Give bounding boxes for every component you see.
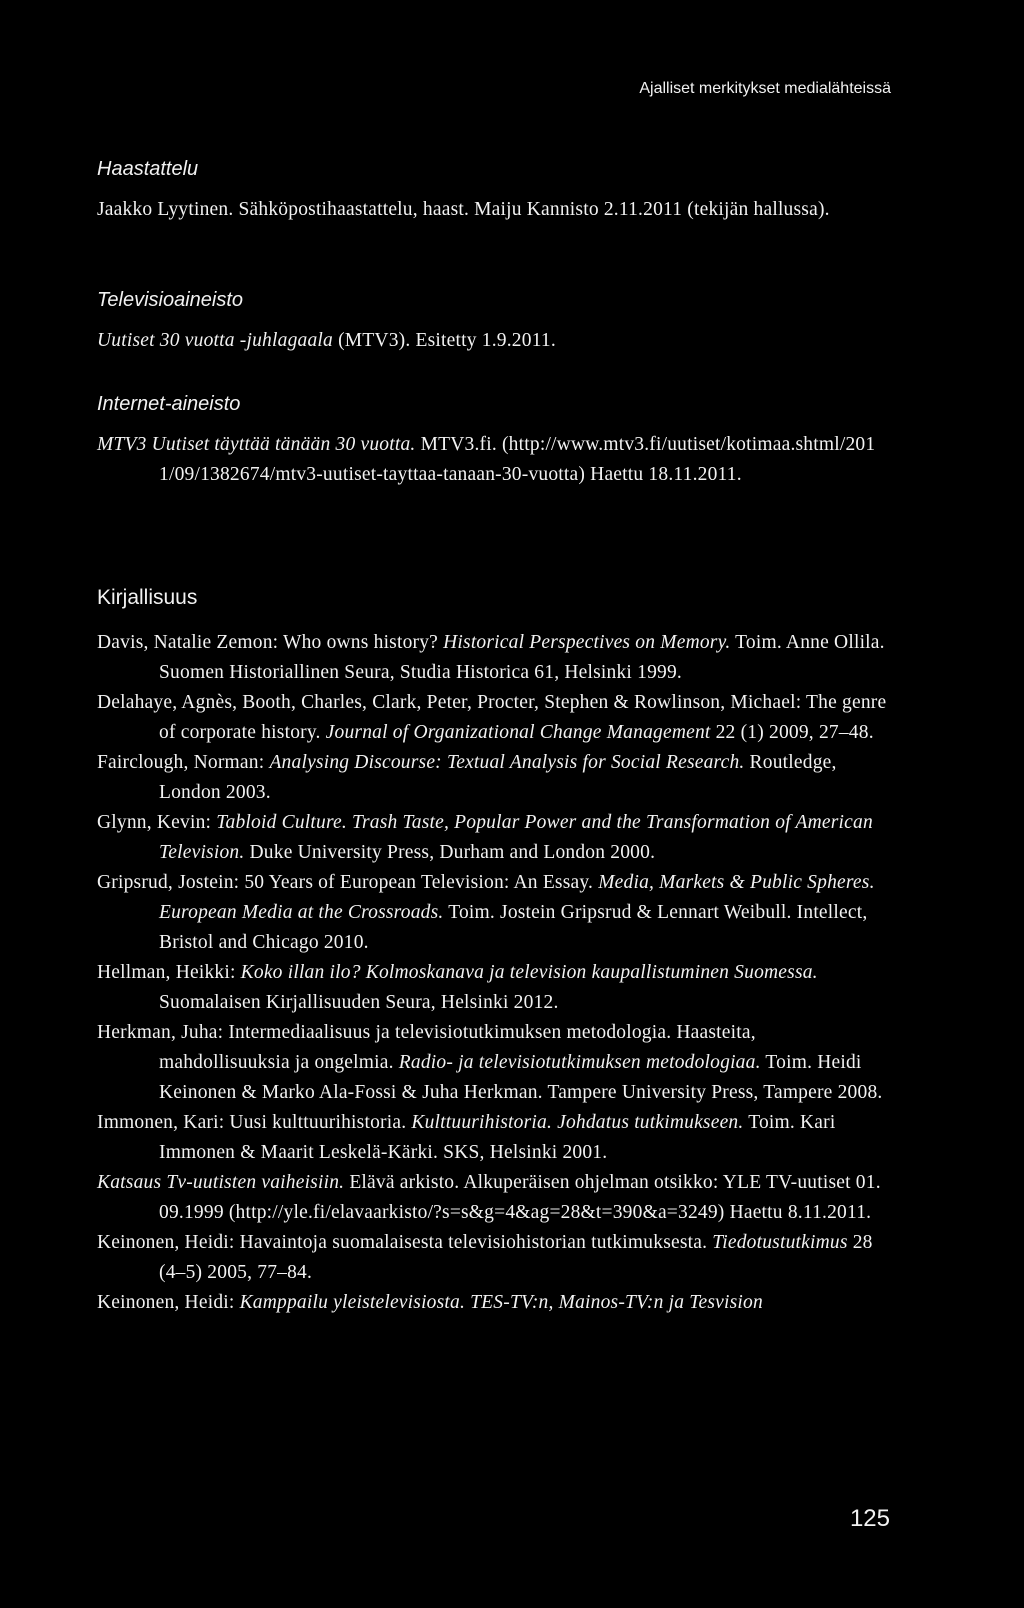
reference-title: Radio- ja televisiotutkimuksen metodologiaa.	[398, 1052, 761, 1073]
reference-title: Tabloid Culture. Trash Taste, Popular Power and the Transformation of American Television.	[159, 812, 873, 863]
reference-title: Tiedotustutkimus	[712, 1232, 848, 1253]
section-heading: Internet-aineisto	[97, 393, 241, 415]
reference-text: Delahaye, Agnès, Booth, Charles, Clark, Peter, Procter, Stephen & Rowlinson, Michael: The genre of corporate history.	[97, 692, 887, 743]
reference-text: 22 (1) 2009, 27–48.	[710, 722, 874, 743]
section-tv	[97, 289, 889, 356]
reference-text: Glynn, Kevin:	[97, 812, 217, 833]
reference-text: Keinonen, Heidi: Havaintoja suomalaisesta televisiohistorian tutkimuksesta.	[97, 1232, 713, 1253]
reference-title: Kulttuurihistoria. Johdatus tutkimukseen.	[411, 1112, 744, 1133]
reference-title: MTV3 Uutiset täyttää tänään 30 vuotta.	[97, 434, 416, 455]
reference-text: Fairclough, Norman:	[97, 752, 270, 773]
reference-title: Journal of Organizational Change Management	[325, 722, 711, 743]
reference-title: Kamppailu yleistelevisiosta. TES-TV:n, Mainos-TV:n ja Tesvision	[239, 1292, 763, 1313]
running-head: Ajalliset merkitykset medialähteissä	[639, 80, 891, 97]
reference-entry	[97, 326, 889, 356]
reference-text: Immonen, Kari: Uusi kulttuurihistoria.	[97, 1112, 412, 1133]
reference-text: Keinonen, Heidi:	[97, 1292, 240, 1313]
reference-text: Jaakko Lyytinen. Sähköpostihaastattelu, haast. Maiju Kannisto 2.11.2011 (tekijän hallussa).	[97, 199, 830, 220]
reference-entry	[97, 628, 889, 688]
section-heading: Televisioaineisto	[97, 289, 244, 311]
section-interview	[97, 158, 889, 225]
reference-entry	[97, 1288, 889, 1318]
reference-text: Toim. Kari Immonen & Maarit Leskelä-Kärki. SKS, Helsinki 2001.	[159, 1112, 836, 1163]
reference-title: Uutiset 30 vuotta -juhlagaala	[97, 330, 333, 351]
reference-text: Davis, Natalie Zemon: Who owns history?	[97, 632, 444, 653]
section-heading: Haastattelu	[97, 158, 199, 180]
reference-text: Hellman, Heikki:	[97, 962, 241, 983]
reference-text: Toim. Heidi Keinonen & Marko Ala-Fossi & Juha Herkman. Tampere University Press, Tampere 2008.	[159, 1052, 883, 1103]
reference-title: Media, Markets & Public Spheres. European Media at the Crossroads.	[159, 872, 875, 923]
reference-entry	[97, 1108, 889, 1168]
reference-text: MTV3.fi. (http://www.mtv3.fi/uutiset/kotimaa.shtml/2011/09/1382674/mtv3-uutiset-tayttaa-tanaan-30-vuotta) Haettu 18.11.2011.	[159, 434, 876, 485]
reference-title: Analysing Discourse: Textual Analysis for Social Research.	[269, 752, 745, 773]
reference-text: Toim. Anne Ollila. Suomen Historiallinen Seura, Studia Historica 61, Helsinki 1999.	[159, 632, 885, 683]
reference-text: Herkman, Juha: Intermediaalisuus ja televisiotutkimuksen metodologia. Haasteita, mahdollisuuksia ja ongelmia.	[97, 1022, 756, 1073]
reference-text: Gripsrud, Jostein: 50 Years of European Television: An Essay.	[97, 872, 599, 893]
reference-entry	[97, 1168, 889, 1228]
reference-text: Routledge, London 2003.	[159, 752, 837, 803]
reference-text: Duke University Press, Durham and London 2000.	[244, 842, 656, 863]
reference-title: Katsaus Tv-uutisten vaiheisiin.	[97, 1172, 345, 1193]
reference-title: Historical Perspectives on Memory.	[443, 632, 731, 653]
reference-entry	[97, 430, 889, 490]
reference-entry	[97, 1018, 889, 1108]
reference-text: Elävä arkisto. Alkuperäisen ohjelman otsikko: YLE TV-uutiset 01.09.1999 (http://yle.fi/elavaarkisto/?s=s&g=4&ag=28&t=390&a=3249) Haettu 8.11.2011.	[159, 1172, 881, 1223]
reference-text: Toim. Jostein Gripsrud & Lennart Weibull. Intellect, Bristol and Chicago 2010.	[159, 902, 868, 953]
reference-text: 28 (4–5) 2005, 77–84.	[159, 1232, 873, 1283]
reference-entry	[97, 748, 889, 808]
reference-text: Suomalaisen Kirjallisuuden Seura, Helsinki 2012.	[159, 992, 559, 1013]
section-literature	[97, 586, 889, 1318]
reference-entry	[97, 958, 889, 1018]
reference-entry	[97, 195, 889, 225]
section-heading: Kirjallisuus	[97, 586, 198, 609]
section-internet	[97, 393, 889, 490]
reference-entry	[97, 868, 889, 958]
reference-text: (MTV3). Esitetty 1.9.2011.	[333, 330, 556, 351]
reference-title: Koko illan ilo? Kolmoskanava ja television kaupallistuminen Suomessa.	[240, 962, 818, 983]
reference-entry	[97, 808, 889, 868]
reference-entry	[97, 1228, 889, 1288]
reference-entry	[97, 688, 889, 748]
page-number: 125	[849, 1505, 890, 1532]
